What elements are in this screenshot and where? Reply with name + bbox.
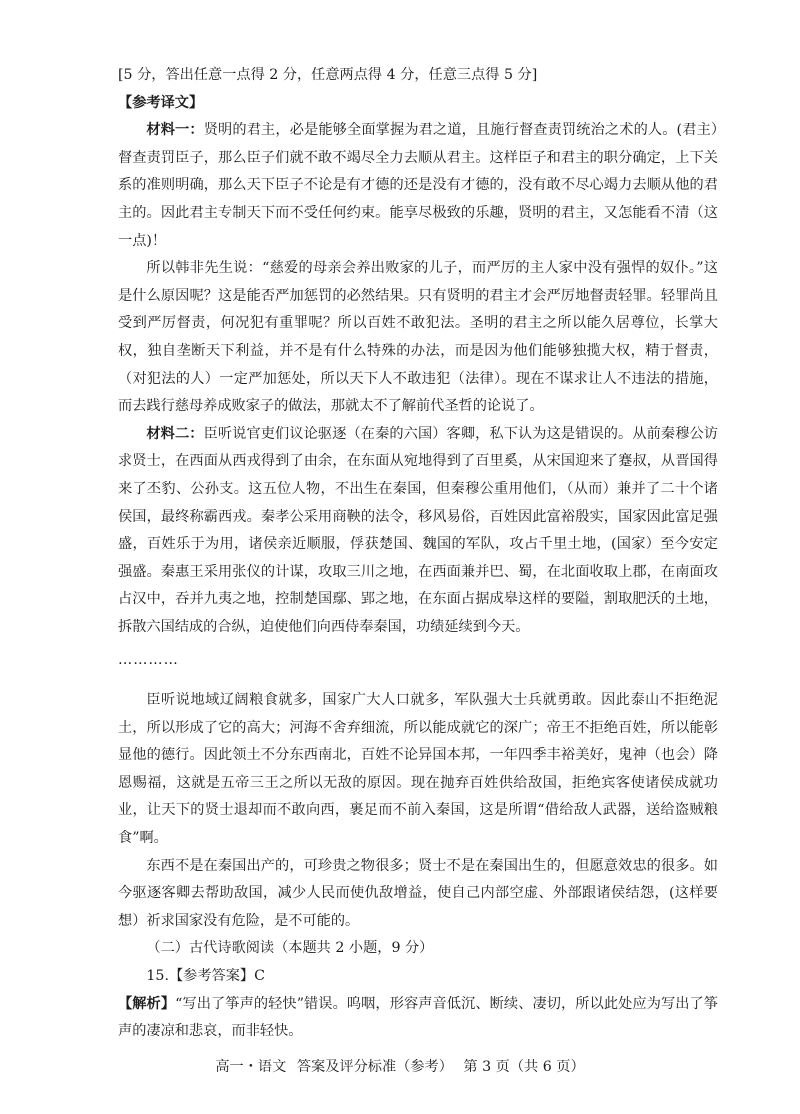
question-15-analysis [118, 991, 718, 1046]
question-15-answer: 15.【参考答案】C [146, 968, 265, 984]
section-heading: （二）古代诗歌阅读（本题共 2 小题，9 分） [146, 940, 434, 957]
material1-label: 材料一： [146, 122, 204, 139]
page-footer [0, 1056, 800, 1076]
ellipsis: ………… [118, 652, 179, 669]
material1-paragraph-1 [118, 117, 718, 255]
material1-text-1: 贤明的君主，必是能够全面掌握为君之道，且施行督查责罚统治之术的人。(君主）督查责罚臣子，那么臣子们就不敢不竭尽全力去顺从君主。这样臣子和君主的职分确定，上下关系的准则明确，那么天下臣子不论是有才德的还是没有才德的，没有敢不尽心竭力去顺从他的君主的。因此君主专制天下而不受任何约束。能享尽极致的乐趣，贤明的君主，又怎能看不清（这一点)！ [118, 122, 718, 249]
footer-doc-title: 答案及评分标准（参考） [296, 1059, 453, 1075]
material2-paragraph-3: 东西不是在秦国出产的，可珍贵之物很多；贤士不是在秦国出生的，但愿意效忠的很多。如今驱逐客卿去帮助敌国，减少人民而使仇敌增益，使自己内部空虚、外部跟诸侯结怨，(这样要想）祈求国家没有危险，是不可能的。 [118, 857, 718, 929]
footer-course: 高一・语文 [215, 1059, 287, 1075]
material2-label: 材料二： [146, 425, 204, 442]
analysis-label: 【解析】 [118, 995, 176, 1012]
material2-text-1: 臣听说官吏们议论驱逐（在秦的六国）客卿，私下认为这是错误的。从前秦穆公访求贤士，在西面从西戎得到了由余，在东面从宛地得到了百里奚，从宋国迎来了蹇叔，从晋国得来了丕豹、公孙支。这五位人物，不出生在秦国，但秦穆公重用他们，（从而）兼并了二十个诸侯国，最终称霸西戎。秦孝公采用商鞅的法令，移风易俗，百姓因此富裕殷实，国家因此富足强盛，百姓乐于为用，诸侯亲近顺服，俘获楚国、魏国的军队，攻占千里土地，(国家）至今安定强盛。秦惠王采用张仪的计谋，攻取三川之地，在西面兼并巴、蜀，在北面收取上郡，在南面攻占汉中，吞并九夷之地，控制楚国鄢、郢之地，在东面占据成皋这样的要隘，割取肥沃的土地，拆散六国结成的合纵，迫使他们向西侍奉秦国，功绩延续到今天。 [118, 425, 718, 635]
analysis-text: “写出了筝声的轻快”错误。呜咽，形容声音低沉、断续、凄切，所以此处应为写出了筝声的凄凉和悲哀，而非轻快。 [118, 995, 718, 1040]
document-body [118, 62, 718, 1046]
material2-paragraph-1 [118, 421, 718, 642]
scoring-note: [5 分，答出任意一点得 2 分，任意两点得 4 分，任意三点得 5 分] [118, 67, 538, 83]
footer-page-number: 第 3 页（共 6 页） [463, 1059, 585, 1075]
material2-paragraph-2: 臣听说地域辽阔粮食就多，国家广大人口就多，军队强大士兵就勇敢。因此泰山不拒绝泥土，所以形成了它的高大；河海不舍弃细流，所以能成就它的深广；帝王不拒绝百姓，所以能彰显他的德行。因此领土不分东西南北，百姓不论异国本邦，一年四季丰裕美好，鬼神（也会）降恩赐福，这就是五帝三王之所以无敌的原因。现在抛弃百姓供给敌国，拒绝宾客使诸侯成就功业，让天下的贤士退却而不敢向西，裹足而不前入秦国，这是所谓“借给敌人武器，送给盗贼粮食”啊。 [118, 692, 718, 847]
translation-header: 【参考译文】 [118, 94, 204, 111]
material1-paragraph-2: 所以韩非先生说：“慈爱的母亲会养出败家的儿子，而严厉的主人家中没有强悍的奴仆。”这是什么原因呢？这是能否严加惩罚的必然结果。只有贤明的君主才会严厉地督责轻罪。轻罪尚且受到严厉督责，何况犯有重罪呢？所以百姓不敢犯法。圣明的君主之所以能久居尊位，长掌大权，独自垄断天下利益，并不是有什么特殊的办法，而是因为他们能够独揽大权，精于督责，（对犯法的人）一定严加惩处，所以天下人不敢违犯（法律）。现在不谋求让人不违法的措施，而去践行慈母养成败家子的做法，那就太不了解前代圣哲的论说了。 [118, 260, 718, 415]
